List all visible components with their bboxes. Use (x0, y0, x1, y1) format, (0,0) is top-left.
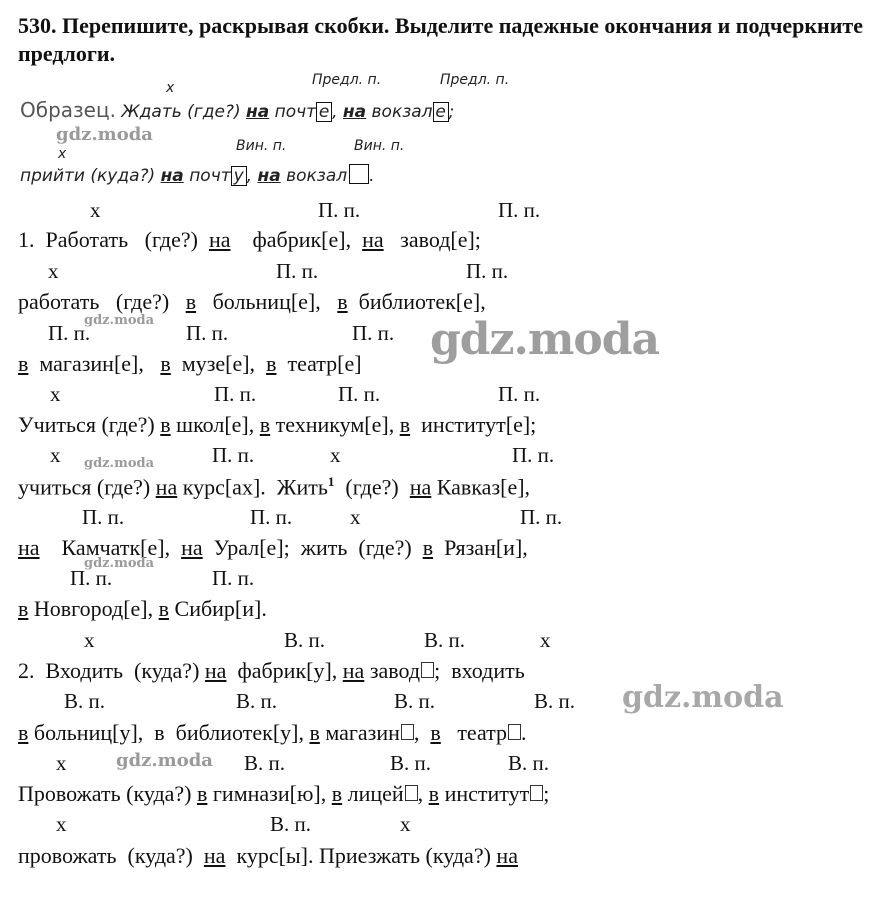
case-mark: П. п. (318, 198, 361, 222)
case-mark: П. п. (338, 382, 381, 406)
case-mark: В. п. (534, 689, 575, 713)
case-mark: x (50, 443, 61, 467)
text-line: в Новгород[е], в Сибир[и]. (18, 596, 267, 621)
empty-ending-box (349, 164, 369, 184)
sample-case-label: Предл. п. (440, 72, 510, 88)
sample-line-2: прийти (куда?) на почт у , на вокзал . (20, 166, 375, 186)
watermark: gdz.moda (116, 750, 213, 771)
empty-ending-box (421, 662, 434, 678)
case-mark: В. п. (284, 628, 325, 652)
case-mark: П. п. (250, 505, 293, 529)
text-line: Провожать (куда?) в гимнази[ю], в лицей , в институт ; (18, 781, 550, 806)
case-mark: П. п. (512, 443, 555, 467)
case-mark: П. п. (276, 259, 319, 283)
case-mark: x (56, 751, 67, 775)
watermark: gdz.moda (84, 313, 155, 328)
case-mark: x (56, 812, 67, 836)
watermark: gdz.moda (84, 556, 155, 571)
case-mark: П. п. (48, 321, 91, 345)
empty-ending-box (530, 785, 543, 801)
sample-x-mark: x (166, 80, 175, 96)
case-mark: П. п. (70, 566, 113, 590)
empty-ending-box (508, 724, 521, 740)
case-mark: x (84, 628, 95, 652)
case-mark: В. п. (64, 689, 105, 713)
case-mark: x (330, 443, 341, 467)
case-mark: В. п. (244, 751, 285, 775)
case-mark: П. п. (498, 198, 541, 222)
case-mark: x (48, 259, 59, 283)
case-mark: П. п. (186, 321, 229, 345)
text-line: на Камчатк[е], на Урал[е]; жить (где?) в Рязан[и], (18, 535, 528, 560)
case-mark: x (350, 505, 361, 529)
case-mark: x (400, 812, 411, 836)
case-mark: В. п. (394, 689, 435, 713)
case-mark: П. п. (520, 505, 563, 529)
case-mark: П. п. (212, 443, 255, 467)
sample-case-label: Вин. п. (354, 138, 405, 154)
text-line: в больниц[у], в библиотек[у], в магазин , в театр . (18, 720, 527, 745)
case-mark: П. п. (212, 566, 255, 590)
empty-ending-box (405, 785, 418, 801)
watermark: gdz.moda (56, 124, 153, 145)
text-line: провожать (куда?) на курс[ы]. Приезжать (куда?) на (18, 843, 518, 868)
watermark: gdz.moda (622, 680, 784, 715)
case-mark: x (50, 382, 61, 406)
empty-ending-box (401, 724, 414, 740)
exercise-title: 530. Перепишите, раскрывая скобки. Выделите падежные окончания и подчеркните предлоги. (18, 13, 863, 66)
watermark: gdz.moda (430, 314, 660, 365)
text-line: работать (где?) в больниц[е], в библиотек[е], (18, 289, 486, 314)
sample-case-label: Вин. п. (236, 138, 287, 154)
sample-case-label: Предл. п. (312, 72, 382, 88)
case-mark: П. п. (352, 321, 395, 345)
text-line: в магазин[е], в музе[е], в театр[е] (18, 351, 362, 376)
case-mark: x (90, 198, 101, 222)
text-line: 2. Входить (куда?) на фабрик[у], на завод ; входить (18, 658, 525, 683)
text-line: 1. Работать (где?) на фабрик[е], на завод[е]; (18, 227, 481, 252)
text-line: Учиться (где?) в школ[е], в техникум[е], в институт[е]; (18, 412, 537, 437)
case-mark: П. п. (214, 382, 257, 406)
case-mark: П. п. (498, 382, 541, 406)
case-mark: П. п. (466, 259, 509, 283)
case-mark: В. п. (270, 812, 311, 836)
case-mark: В. п. (390, 751, 431, 775)
case-mark: В. п. (508, 751, 549, 775)
case-mark: П. п. (82, 505, 125, 529)
text-line: учиться (где?) на курс[ах]. Жить$^1$ (где?) на Кавказ[е], (18, 474, 531, 500)
case-mark: В. п. (424, 628, 465, 652)
case-mark: x (540, 628, 551, 652)
watermark: gdz.moda (84, 456, 155, 471)
sample-x-mark: x (58, 146, 67, 162)
case-mark: В. п. (236, 689, 277, 713)
sample-line-1: Образец. Ждать (где?) на почт е , на вокзал е ; (20, 98, 455, 122)
